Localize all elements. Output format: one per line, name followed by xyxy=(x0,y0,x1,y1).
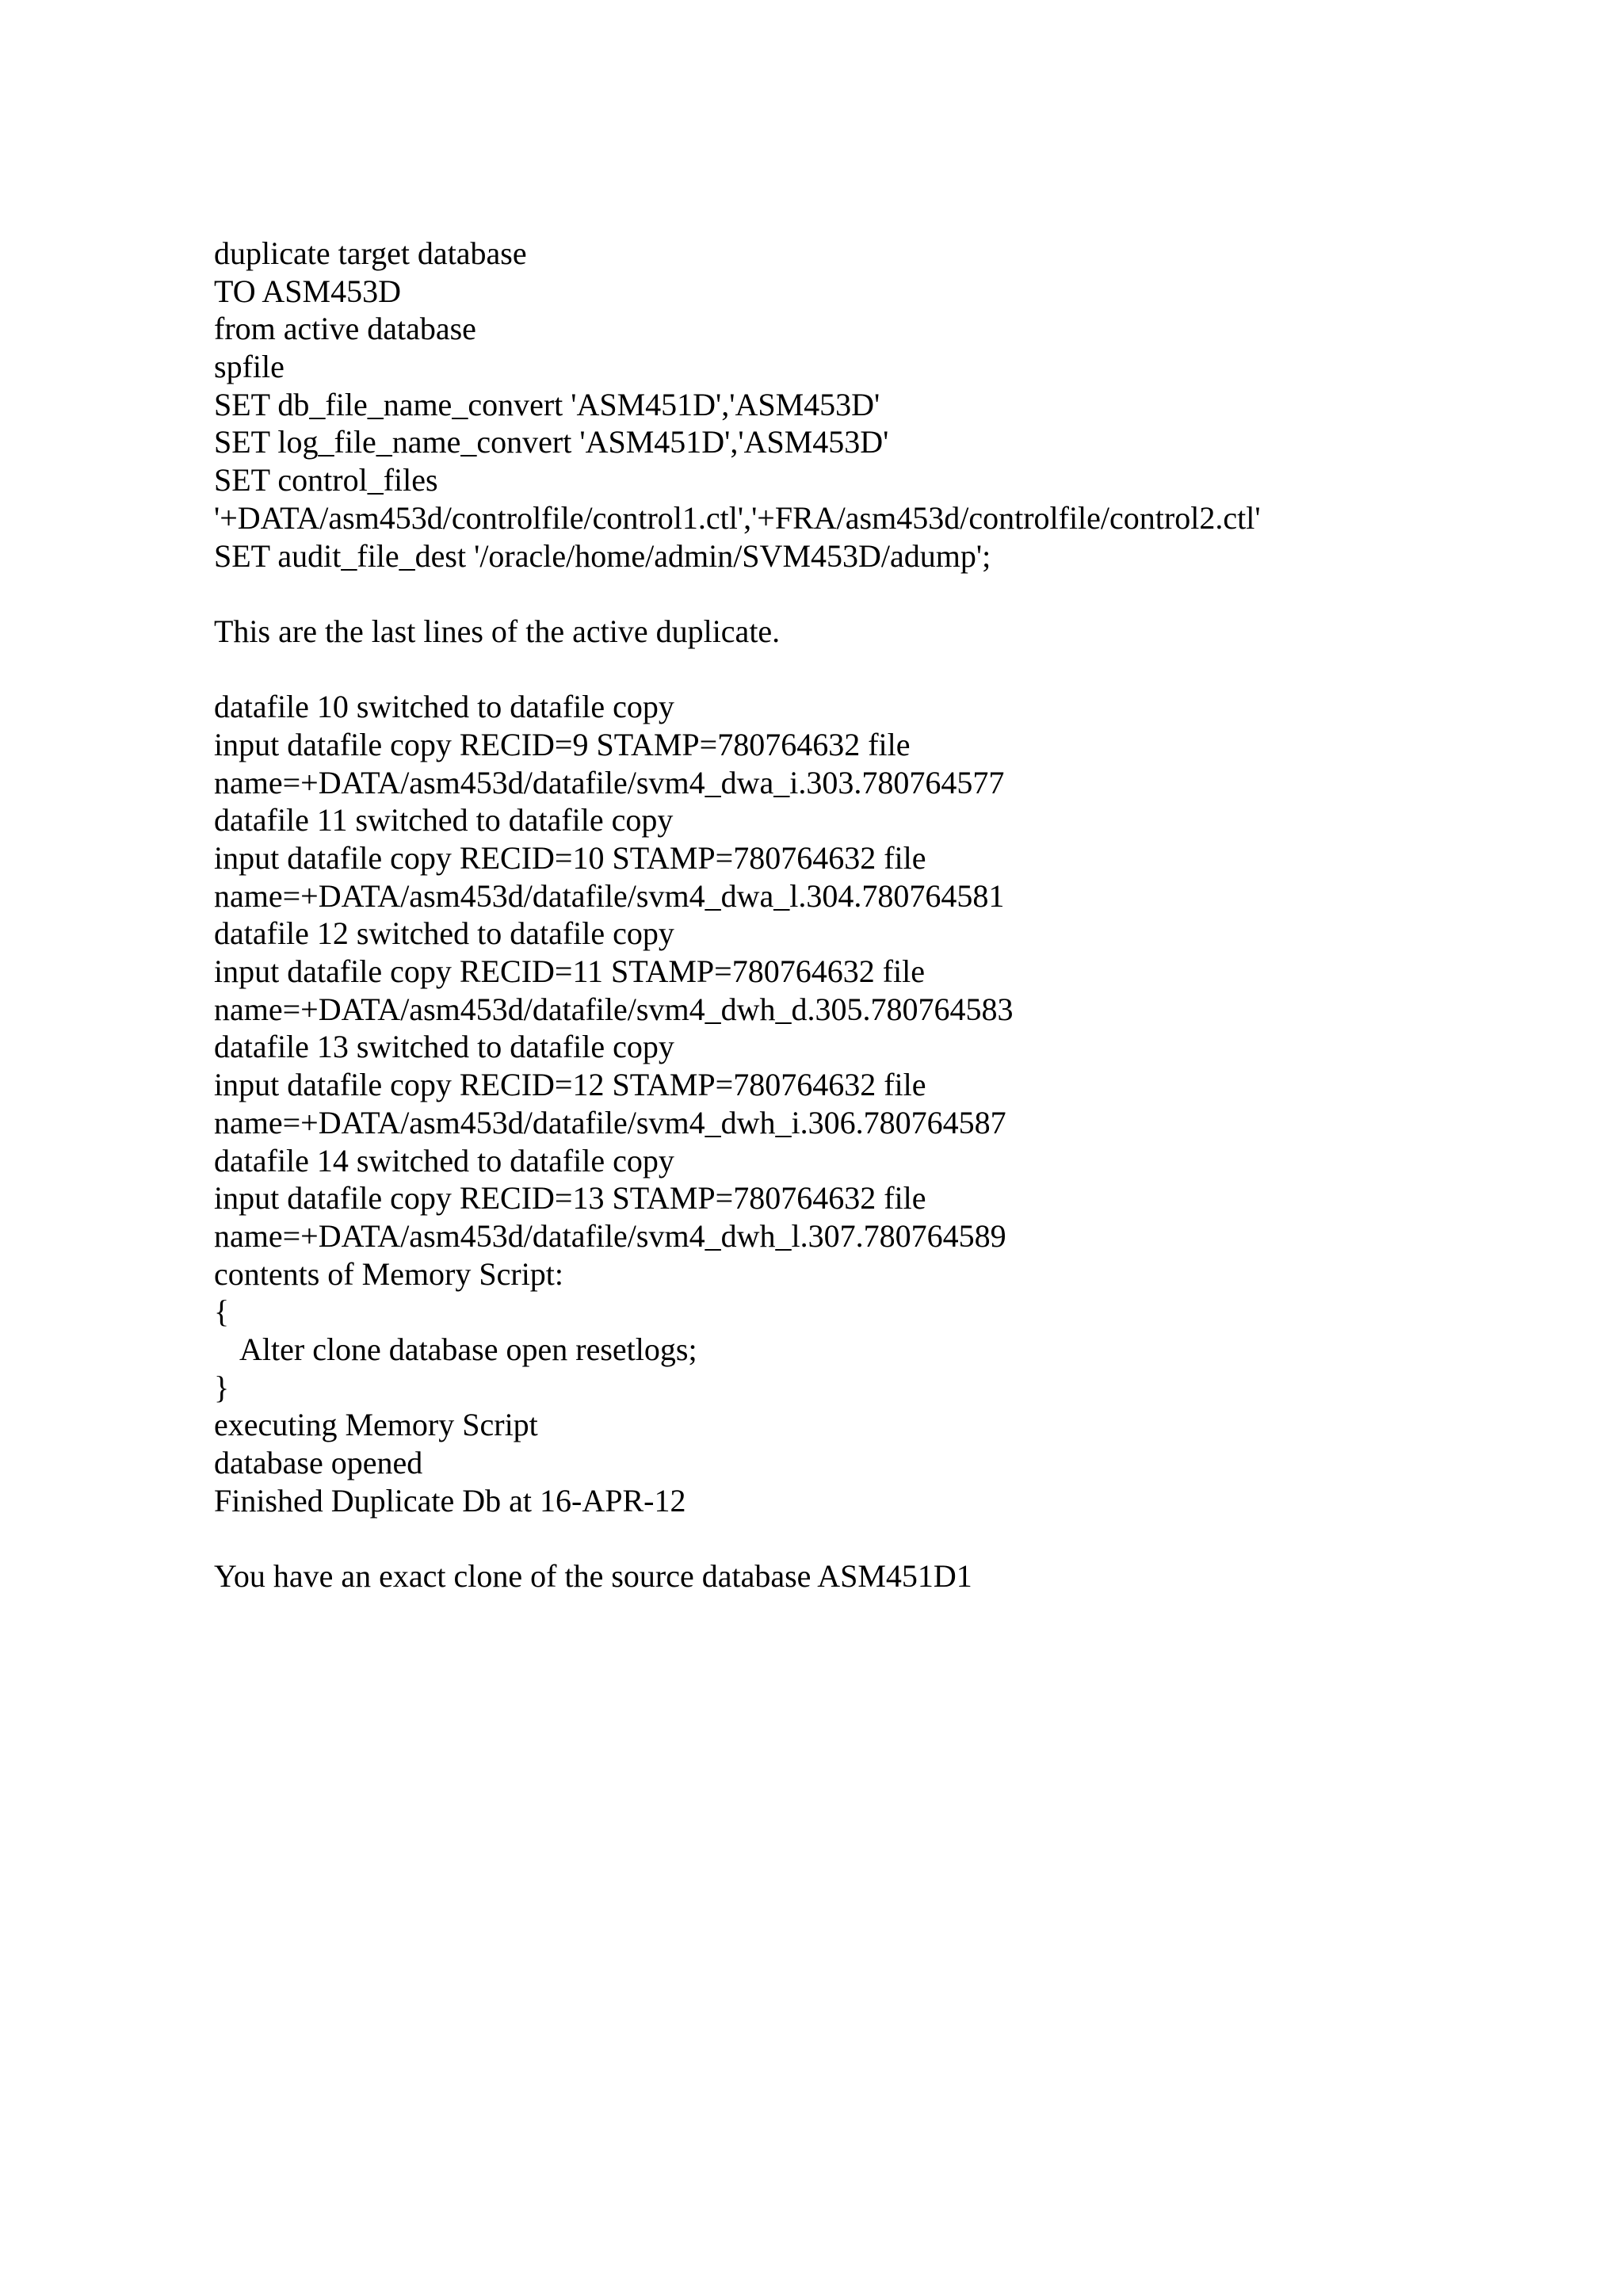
command-line: '+DATA/asm453d/controlfile/control1.ctl','+FRA/asm453d/controlfile/control2.ctl' xyxy=(214,499,1261,536)
command-line: spfile xyxy=(214,349,285,385)
intro-paragraph: This are the last lines of the active duplicate. xyxy=(214,613,781,649)
command-line: from active database xyxy=(214,311,476,347)
output-line: database opened xyxy=(214,1445,423,1480)
output-line: input datafile copy RECID=13 STAMP=780764632 file xyxy=(214,1180,926,1217)
output-line: Alter clone database open resetlogs; xyxy=(239,1331,697,1367)
output-line: executing Memory Script xyxy=(214,1407,538,1443)
command-line: SET control_files xyxy=(214,462,438,499)
output-line: name=+DATA/asm453d/datafile/svm4_dwh_i.306.780764587 xyxy=(214,1104,1006,1140)
command-line: SET db_file_name_convert 'ASM451D','ASM453D' xyxy=(214,386,880,422)
output-line: datafile 10 switched to datafile copy xyxy=(214,689,674,725)
blank-line xyxy=(214,575,1577,613)
output-line: input datafile copy RECID=9 STAMP=780764632 file xyxy=(214,726,911,762)
output-line: datafile 11 switched to datafile copy xyxy=(214,802,674,839)
blank-line xyxy=(214,1519,1577,1557)
output-block xyxy=(214,688,1577,1519)
command-block xyxy=(214,235,1577,575)
output-line: { xyxy=(214,1293,230,1330)
command-line: SET audit_file_dest '/oracle/home/admin/SVM453D/adump'; xyxy=(214,537,991,574)
blank-line xyxy=(214,651,1577,689)
output-line: input datafile copy RECID=11 STAMP=780764632 file xyxy=(214,953,926,990)
document-body xyxy=(214,235,1577,1595)
output-line: datafile 12 switched to datafile copy xyxy=(214,915,674,952)
conclusion-paragraph: You have an exact clone of the source database ASM451D1 xyxy=(214,1558,972,1595)
output-line: datafile 14 switched to datafile copy xyxy=(214,1142,674,1179)
output-line: name=+DATA/asm453d/datafile/svm4_dwa_l.304.780764581 xyxy=(214,877,1005,914)
output-line: name=+DATA/asm453d/datafile/svm4_dwa_i.303.780764577 xyxy=(214,764,1005,800)
output-line: input datafile copy RECID=10 STAMP=780764632 file xyxy=(214,840,926,876)
output-line: name=+DATA/asm453d/datafile/svm4_dwh_d.305.780764583 xyxy=(214,991,1014,1027)
command-line: duplicate target database xyxy=(214,235,527,271)
command-line: TO ASM453D xyxy=(214,273,401,309)
output-line: name=+DATA/asm453d/datafile/svm4_dwh_l.307.780764589 xyxy=(214,1217,1006,1254)
output-line: datafile 13 switched to datafile copy xyxy=(214,1029,674,1065)
command-line: SET log_file_name_convert 'ASM451D','ASM453D' xyxy=(214,424,889,460)
output-line: Finished Duplicate Db at 16-APR-12 xyxy=(214,1482,686,1519)
output-line: input datafile copy RECID=12 STAMP=780764632 file xyxy=(214,1067,926,1103)
output-line: contents of Memory Script: xyxy=(214,1255,564,1292)
output-line: } xyxy=(214,1369,230,1405)
